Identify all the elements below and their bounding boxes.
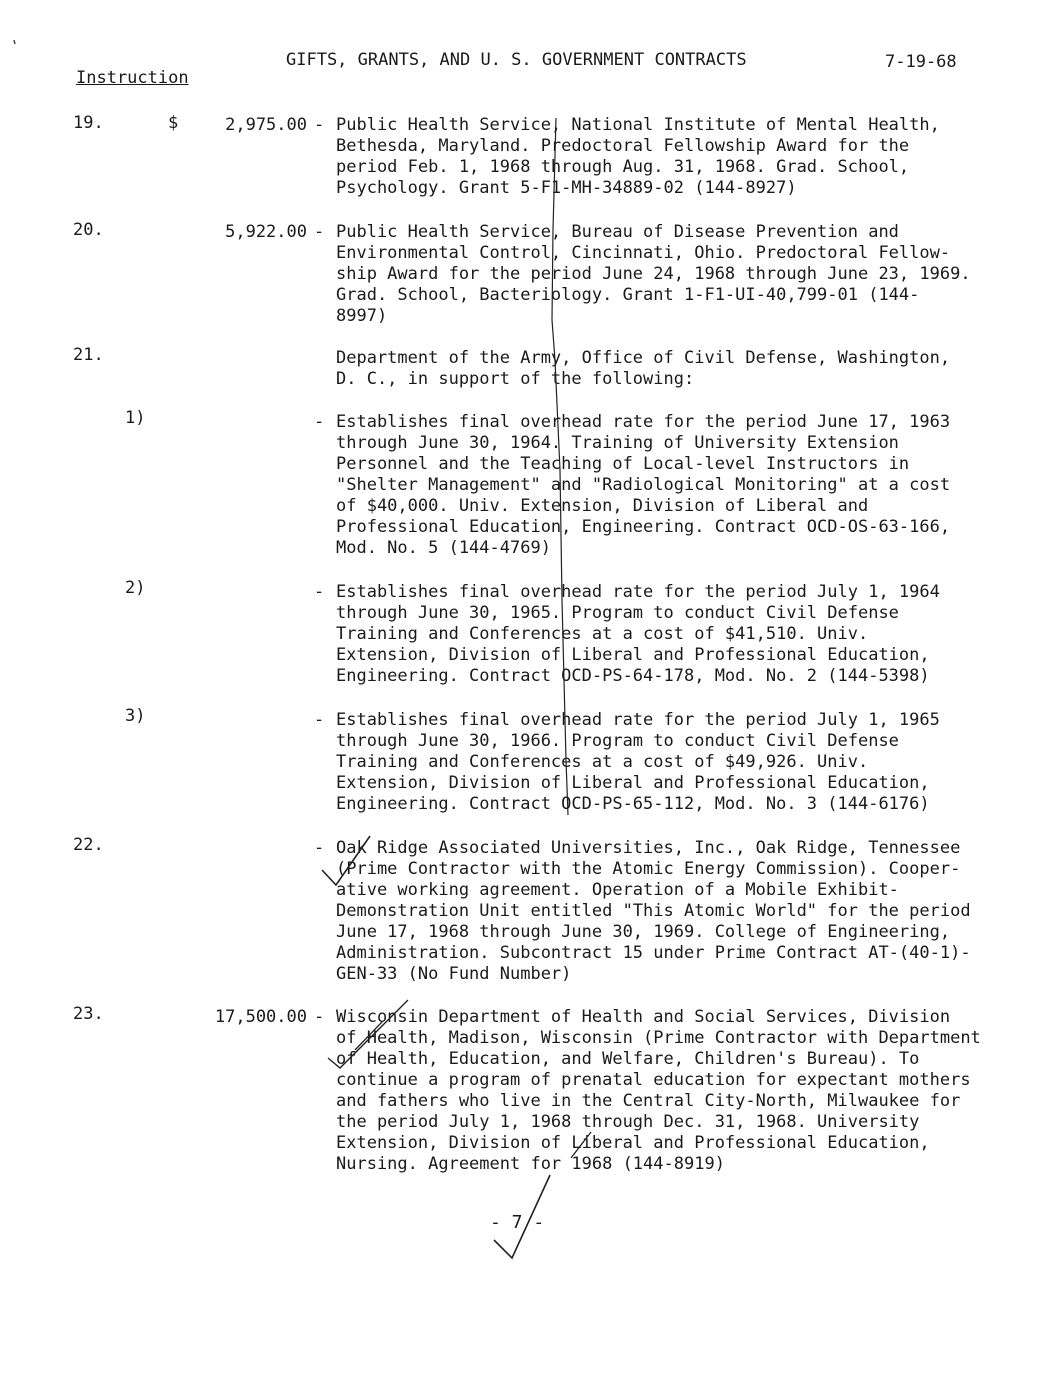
description-line: ative working agreement. Operation of a Mobile Exhibit- [336, 880, 899, 900]
currency-symbol: $ [168, 113, 179, 133]
document-title: GIFTS, GRANTS, AND U. S. GOVERNMENT CONTRACTS [286, 50, 747, 70]
item-amount: 5,922.00 [225, 222, 307, 242]
description-line: ship Award for the period June 24, 1968 through June 23, 1969. [336, 264, 971, 284]
document-date: 7-19-68 [885, 52, 957, 72]
slash-health-icon [355, 1022, 382, 1050]
description-line: Bethesda, Maryland. Predoctoral Fellowship Award for the [336, 136, 910, 156]
slash-liberal-icon [571, 1132, 591, 1158]
page-number: - 7 - [490, 1212, 545, 1233]
description-line: GEN-33 (No Fund Number) [336, 964, 572, 984]
description-line: Extension, Division of Liberal and Professional Education, [336, 773, 930, 793]
checkmark-23-icon [328, 1000, 408, 1068]
description-line: Mod. No. 5 (144-4769) [336, 538, 551, 558]
item-number: 19. [73, 113, 104, 133]
description-line: Establishes final overhead rate for the period July 1, 1965 [336, 710, 940, 730]
description-line: (Prime Contractor with the Atomic Energy Commission). Cooper- [336, 859, 961, 879]
item-number: 23. [73, 1004, 104, 1024]
description-line: Extension, Division of Liberal and Professional Education, [336, 1133, 930, 1153]
description-line: 8997) [336, 306, 388, 326]
description-line: Grad. School, Bacteriology. Grant 1-F1-UI-40,799-01 (144- [336, 285, 920, 305]
description-line: Extension, Division of Liberal and Professional Education, [336, 645, 930, 665]
description-line: and fathers who live in the Central City-North, Milwaukee for [336, 1091, 961, 1111]
description-line: Training and Conferences at a cost of $41,510. Univ. [336, 624, 869, 644]
description-line: of Health, Madison, Wisconsin (Prime Contractor with Department [336, 1028, 981, 1048]
subitem-number: 3) [125, 706, 146, 726]
margin-vertical-line [552, 118, 568, 815]
item-number: 21. [73, 345, 104, 365]
description-line: Department of the Army, Office of Civil Defense, Washington, [336, 348, 951, 368]
description-line: the period July 1, 1968 through Dec. 31, 1968. University [336, 1112, 920, 1132]
checkmark-22-icon [322, 836, 370, 885]
description-line: continue a program of prenatal education for expectant mothers [336, 1070, 971, 1090]
description-line: Establishes final overhead rate for the period July 1, 1964 [336, 582, 940, 602]
description-line: Nursing. Agreement for 1968 (144-8919) [336, 1154, 725, 1174]
item-dash: - [314, 222, 325, 242]
stray-mark [14, 40, 15, 44]
description-line: through June 30, 1966. Program to conduct Civil Defense [336, 731, 899, 751]
item-amount: 2,975.00 [225, 115, 307, 135]
description-line: Administration. Subcontract 15 under Prime Contract AT-(40-1)- [336, 943, 971, 963]
description-line: Personnel and the Teaching of Local-level Instructors in [336, 454, 910, 474]
description-line: of $40,000. Univ. Extension, Division of Liberal and [336, 496, 869, 516]
description-line: Wisconsin Department of Health and Social Services, Division [336, 1007, 951, 1027]
description-line: Professional Education, Engineering. Contract OCD-OS-63-166, [336, 517, 951, 537]
item-dash: - [314, 710, 325, 730]
description-line: Public Health Service, National Institute of Mental Health, [336, 115, 940, 135]
description-line: Environmental Control, Cincinnati, Ohio. Predoctoral Fellow- [336, 243, 951, 263]
subitem-number: 1) [125, 408, 146, 428]
item-number: 22. [73, 835, 104, 855]
description-line: Psychology. Grant 5-F1-MH-34889-02 (144-8927) [336, 178, 797, 198]
description-line: "Shelter Management" and "Radiological Monitoring" at a cost [336, 475, 951, 495]
description-line: of Health, Education, and Welfare, Children's Bureau). To [336, 1049, 920, 1069]
item-dash: - [314, 115, 325, 135]
description-line: Training and Conferences at a cost of $49,926. Univ. [336, 752, 869, 772]
section-heading: Instruction [76, 68, 189, 88]
description-line: Establishes final overhead rate for the period June 17, 1963 [336, 412, 951, 432]
item-dash: - [314, 1007, 325, 1027]
item-number: 20. [73, 220, 104, 240]
description-line: D. C., in support of the following: [336, 369, 695, 389]
page-checkmark-icon [494, 1175, 550, 1258]
item-dash: - [314, 412, 325, 432]
description-line: Public Health Service, Bureau of Disease Prevention and [336, 222, 899, 242]
item-dash: - [314, 582, 325, 602]
subitem-number: 2) [125, 578, 146, 598]
item-amount: 17,500.00 [214, 1007, 307, 1027]
description-line: June 17, 1968 through June 30, 1969. College of Engineering, [336, 922, 951, 942]
description-line: through June 30, 1964. Training of University Extension [336, 433, 899, 453]
description-line: Oak Ridge Associated Universities, Inc., Oak Ridge, Tennessee [336, 838, 961, 858]
description-line: Demonstration Unit entitled "This Atomic World" for the period [336, 901, 971, 921]
description-line: Engineering. Contract OCD-PS-65-112, Mod. No. 3 (144-6176) [336, 794, 930, 814]
description-line: through June 30, 1965. Program to conduct Civil Defense [336, 603, 899, 623]
description-line: period Feb. 1, 1968 through Aug. 31, 1968. Grad. School, [336, 157, 910, 177]
description-line: Engineering. Contract OCD-PS-64-178, Mod. No. 2 (144-5398) [336, 666, 930, 686]
item-dash: - [314, 838, 325, 858]
